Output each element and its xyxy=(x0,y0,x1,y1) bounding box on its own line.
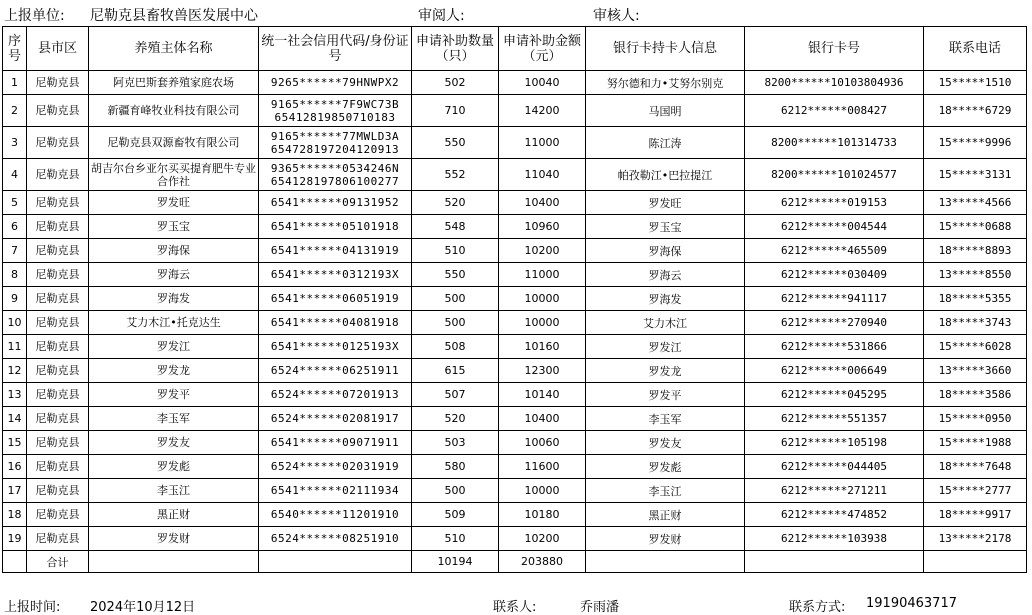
row-no: 3 xyxy=(3,127,27,159)
card-holder: 罗海发 xyxy=(586,287,745,311)
credit-code: 6541******04131919 xyxy=(259,239,412,263)
row-no: 5 xyxy=(3,191,27,215)
contact-label: 联系人: xyxy=(493,600,537,615)
amount-cell: 10400 xyxy=(499,407,586,431)
phone-number: 15*****6028 xyxy=(924,335,1027,359)
col-header-qty: 申请补助数量（只） xyxy=(412,27,499,71)
entity-name: 罗发彪 xyxy=(89,455,259,479)
amount-cell: 10000 xyxy=(499,311,586,335)
qty-cell: 500 xyxy=(412,311,499,335)
entity-name: 李玉江 xyxy=(89,479,259,503)
card-holder: 罗发友 xyxy=(586,431,745,455)
phone-number: 13*****3660 xyxy=(924,359,1027,383)
qty-cell: 510 xyxy=(412,239,499,263)
bank-card-number: 6212******004544 xyxy=(745,215,924,239)
amount-cell: 10200 xyxy=(499,239,586,263)
report-footer xyxy=(0,594,1032,614)
credit-code: 6540******11201910 xyxy=(259,503,412,527)
row-no: 2 xyxy=(3,95,27,127)
county-cell: 尼勒克县 xyxy=(27,527,89,551)
phone-number: 15*****3131 xyxy=(924,159,1027,191)
county-cell: 尼勒克县 xyxy=(27,335,89,359)
total-amount: 203880 xyxy=(499,551,586,573)
unit-value: 尼勒克县畜牧兽医发展中心 xyxy=(90,8,258,24)
qty-cell: 580 xyxy=(412,455,499,479)
entity-name: 罗发财 xyxy=(89,527,259,551)
entity-name: 黑正财 xyxy=(89,503,259,527)
phone-number: 15*****1510 xyxy=(924,71,1027,95)
subsidy-table xyxy=(2,26,1027,573)
amount-cell: 10140 xyxy=(499,383,586,407)
phone-number: 13*****8550 xyxy=(924,263,1027,287)
qty-cell: 502 xyxy=(412,71,499,95)
credit-code: 6524******08251910 xyxy=(259,527,412,551)
qty-cell: 550 xyxy=(412,263,499,287)
qty-cell: 510 xyxy=(412,527,499,551)
qty-cell: 548 xyxy=(412,215,499,239)
qty-cell: 508 xyxy=(412,335,499,359)
card-holder: 罗发江 xyxy=(586,335,745,359)
phone-number: 18*****7648 xyxy=(924,455,1027,479)
phone-number: 18*****3586 xyxy=(924,383,1027,407)
amount-cell: 11000 xyxy=(499,127,586,159)
table-row xyxy=(3,263,1027,287)
county-cell: 尼勒克县 xyxy=(27,159,89,191)
credit-code: 6541******06051919 xyxy=(259,287,412,311)
bank-card-number: 6212******019153 xyxy=(745,191,924,215)
county-cell: 尼勒克县 xyxy=(27,287,89,311)
qty-cell: 552 xyxy=(412,159,499,191)
card-holder: 罗海保 xyxy=(586,239,745,263)
county-cell: 尼勒克县 xyxy=(27,455,89,479)
table-row xyxy=(3,335,1027,359)
table-row xyxy=(3,359,1027,383)
bank-card-number: 6212******105198 xyxy=(745,431,924,455)
credit-code: 6541******02111934 xyxy=(259,479,412,503)
card-holder: 李玉江 xyxy=(586,479,745,503)
county-cell: 尼勒克县 xyxy=(27,263,89,287)
bank-card-number: 8200******10103804936 xyxy=(745,71,924,95)
credit-code: 6541******09131952 xyxy=(259,191,412,215)
table-row xyxy=(3,479,1027,503)
county-cell: 尼勒克县 xyxy=(27,127,89,159)
credit-code: 6541******05101918 xyxy=(259,215,412,239)
card-holder: 罗发财 xyxy=(586,527,745,551)
table-row xyxy=(3,407,1027,431)
row-no: 14 xyxy=(3,407,27,431)
card-holder: 罗发彪 xyxy=(586,455,745,479)
total-empty-cell xyxy=(924,551,1027,573)
reviewer-label: 审阅人: xyxy=(418,8,465,24)
entity-name: 李玉军 xyxy=(89,407,259,431)
bank-card-number: 6212******465509 xyxy=(745,239,924,263)
row-no: 10 xyxy=(3,311,27,335)
bank-card-number: 6212******008427 xyxy=(745,95,924,127)
county-cell: 尼勒克县 xyxy=(27,503,89,527)
phone-number: 15*****2777 xyxy=(924,479,1027,503)
phone-number: 15*****0950 xyxy=(924,407,1027,431)
credit-code: 9165******7F9WC73B 65412819850710183 xyxy=(259,95,412,127)
phone-number: 15*****9996 xyxy=(924,127,1027,159)
credit-code: 9165******77MWLD3A 654728197204120913 xyxy=(259,127,412,159)
entity-name: 罗海云 xyxy=(89,263,259,287)
qty-cell: 507 xyxy=(412,383,499,407)
phone-number: 13*****4566 xyxy=(924,191,1027,215)
bank-card-number: 6212******103938 xyxy=(745,527,924,551)
card-holder: 罗海云 xyxy=(586,263,745,287)
credit-code: 9265******79HNWPX2 xyxy=(259,71,412,95)
total-row xyxy=(3,551,1027,573)
bank-card-number: 6212******270940 xyxy=(745,311,924,335)
phone-number: 18*****5355 xyxy=(924,287,1027,311)
amount-cell: 14200 xyxy=(499,95,586,127)
row-no: 4 xyxy=(3,159,27,191)
table-row xyxy=(3,71,1027,95)
auditor-label: 审核人: xyxy=(593,8,640,24)
bank-card-number: 8200******101024577 xyxy=(745,159,924,191)
credit-code: 6541******0312193X xyxy=(259,263,412,287)
table-row xyxy=(3,159,1027,191)
entity-name: 新疆育峰牧业科技有限公司 xyxy=(89,95,259,127)
card-holder: 陈江涛 xyxy=(586,127,745,159)
amount-cell: 10180 xyxy=(499,503,586,527)
card-holder: 帕孜勒江•巴拉提江 xyxy=(586,159,745,191)
county-cell: 尼勒克县 xyxy=(27,215,89,239)
phone-number: 15*****1988 xyxy=(924,431,1027,455)
card-holder: 罗发平 xyxy=(586,383,745,407)
table-row xyxy=(3,431,1027,455)
card-holder: 艾力木江 xyxy=(586,311,745,335)
total-empty-cell xyxy=(586,551,745,573)
table-row xyxy=(3,127,1027,159)
phone-number: 18*****9917 xyxy=(924,503,1027,527)
col-header-entity: 养殖主体名称 xyxy=(89,27,259,71)
row-no: 7 xyxy=(3,239,27,263)
qty-cell: 615 xyxy=(412,359,499,383)
county-cell: 尼勒克县 xyxy=(27,431,89,455)
col-header-holder: 银行卡持卡人信息 xyxy=(586,27,745,71)
phone-number: 18*****6729 xyxy=(924,95,1027,127)
table-row xyxy=(3,455,1027,479)
entity-name: 罗海发 xyxy=(89,287,259,311)
qty-cell: 710 xyxy=(412,95,499,127)
col-header-amount: 申请补助金额（元） xyxy=(499,27,586,71)
date-label: 上报时间: xyxy=(4,600,61,615)
phone-number: 18*****8893 xyxy=(924,239,1027,263)
table-row xyxy=(3,287,1027,311)
card-holder: 罗发龙 xyxy=(586,359,745,383)
col-header-card: 银行卡号 xyxy=(745,27,924,71)
amount-cell: 10060 xyxy=(499,431,586,455)
entity-name: 罗发友 xyxy=(89,431,259,455)
bank-card-number: 6212******006649 xyxy=(745,359,924,383)
col-header-code: 统一社会信用代码/身份证号 xyxy=(259,27,412,71)
row-no: 17 xyxy=(3,479,27,503)
entity-name: 罗发平 xyxy=(89,383,259,407)
bank-card-number: 6212******474852 xyxy=(745,503,924,527)
qty-cell: 500 xyxy=(412,287,499,311)
unit-label: 上报单位: xyxy=(4,8,65,24)
entity-name: 罗发江 xyxy=(89,335,259,359)
entity-name: 罗海保 xyxy=(89,239,259,263)
total-empty-cell xyxy=(745,551,924,573)
total-empty-cell xyxy=(89,551,259,573)
total-qty: 10194 xyxy=(412,551,499,573)
bank-card-number: 6212******941117 xyxy=(745,287,924,311)
amount-cell: 12300 xyxy=(499,359,586,383)
bank-card-number: 6212******531866 xyxy=(745,335,924,359)
county-cell: 尼勒克县 xyxy=(27,191,89,215)
date-value: 2024年10月12日 xyxy=(90,600,196,615)
total-no-cell xyxy=(3,551,27,573)
row-no: 19 xyxy=(3,527,27,551)
contact-value: 乔雨潘 xyxy=(580,600,620,615)
phone-number: 18*****3743 xyxy=(924,311,1027,335)
table-row xyxy=(3,311,1027,335)
bank-card-number: 6212******045295 xyxy=(745,383,924,407)
qty-cell: 500 xyxy=(412,479,499,503)
county-cell: 尼勒克县 xyxy=(27,311,89,335)
county-cell: 尼勒克县 xyxy=(27,359,89,383)
row-no: 13 xyxy=(3,383,27,407)
card-holder: 罗玉宝 xyxy=(586,215,745,239)
row-no: 1 xyxy=(3,71,27,95)
amount-cell: 10000 xyxy=(499,287,586,311)
row-no: 6 xyxy=(3,215,27,239)
row-no: 15 xyxy=(3,431,27,455)
county-cell: 尼勒克县 xyxy=(27,407,89,431)
entity-name: 艾力木江•托克达生 xyxy=(89,311,259,335)
qty-cell: 509 xyxy=(412,503,499,527)
amount-cell: 11600 xyxy=(499,455,586,479)
table-row xyxy=(3,95,1027,127)
phone-label: 联系方式: xyxy=(789,600,846,615)
phone-number: 15*****0688 xyxy=(924,215,1027,239)
entity-name: 罗玉宝 xyxy=(89,215,259,239)
qty-cell: 503 xyxy=(412,431,499,455)
amount-cell: 11000 xyxy=(499,263,586,287)
county-cell: 尼勒克县 xyxy=(27,71,89,95)
bank-card-number: 6212******551357 xyxy=(745,407,924,431)
bank-card-number: 8200******101314733 xyxy=(745,127,924,159)
total-empty-cell xyxy=(259,551,412,573)
row-no: 9 xyxy=(3,287,27,311)
card-holder: 马国明 xyxy=(586,95,745,127)
credit-code: 6524******06251911 xyxy=(259,359,412,383)
amount-cell: 10160 xyxy=(499,335,586,359)
card-holder: 黑正财 xyxy=(586,503,745,527)
entity-name: 罗发旺 xyxy=(89,191,259,215)
row-no: 18 xyxy=(3,503,27,527)
row-no: 16 xyxy=(3,455,27,479)
entity-name: 胡吉尔台乡亚尔买买提育肥牛专业合作社 xyxy=(89,159,259,191)
table-row xyxy=(3,239,1027,263)
credit-code: 9365******0534246N 654128197806100277 xyxy=(259,159,412,191)
report-header xyxy=(0,0,1032,26)
card-holder: 李玉军 xyxy=(586,407,745,431)
bank-card-number: 6212******044405 xyxy=(745,455,924,479)
table-row xyxy=(3,383,1027,407)
amount-cell: 10200 xyxy=(499,527,586,551)
amount-cell: 11040 xyxy=(499,159,586,191)
credit-code: 6541******04081918 xyxy=(259,311,412,335)
county-cell: 尼勒克县 xyxy=(27,383,89,407)
qty-cell: 520 xyxy=(412,407,499,431)
card-holder: 努尔德和力•艾努尔别克 xyxy=(586,71,745,95)
credit-code: 6541******0125193X xyxy=(259,335,412,359)
entity-name: 阿克巴斯套养殖家庭农场 xyxy=(89,71,259,95)
table-row xyxy=(3,215,1027,239)
row-no: 8 xyxy=(3,263,27,287)
phone-number: 13*****2178 xyxy=(924,527,1027,551)
county-cell: 尼勒克县 xyxy=(27,479,89,503)
county-cell: 尼勒克县 xyxy=(27,95,89,127)
table-row xyxy=(3,191,1027,215)
row-no: 12 xyxy=(3,359,27,383)
table-header-row xyxy=(3,27,1027,71)
credit-code: 6524******02081917 xyxy=(259,407,412,431)
credit-code: 6524******07201913 xyxy=(259,383,412,407)
qty-cell: 550 xyxy=(412,127,499,159)
credit-code: 6524******02031919 xyxy=(259,455,412,479)
card-holder: 罗发旺 xyxy=(586,191,745,215)
table-body xyxy=(3,71,1027,551)
qty-cell: 520 xyxy=(412,191,499,215)
amount-cell: 10960 xyxy=(499,215,586,239)
credit-code: 6541******09071911 xyxy=(259,431,412,455)
amount-cell: 10400 xyxy=(499,191,586,215)
county-cell: 尼勒克县 xyxy=(27,239,89,263)
total-label: 合计 xyxy=(27,551,89,573)
entity-name: 尼勒克县双源畜牧有限公司 xyxy=(89,127,259,159)
entity-name: 罗发龙 xyxy=(89,359,259,383)
table-row xyxy=(3,503,1027,527)
phone-value: 19190463717 xyxy=(866,596,957,611)
table-row xyxy=(3,527,1027,551)
row-no: 11 xyxy=(3,335,27,359)
bank-card-number: 6212******271211 xyxy=(745,479,924,503)
col-header-county: 县市区 xyxy=(27,27,89,71)
col-header-no: 序号 xyxy=(3,27,27,71)
col-header-phone: 联系电话 xyxy=(924,27,1027,71)
amount-cell: 10000 xyxy=(499,479,586,503)
amount-cell: 10040 xyxy=(499,71,586,95)
bank-card-number: 6212******030409 xyxy=(745,263,924,287)
